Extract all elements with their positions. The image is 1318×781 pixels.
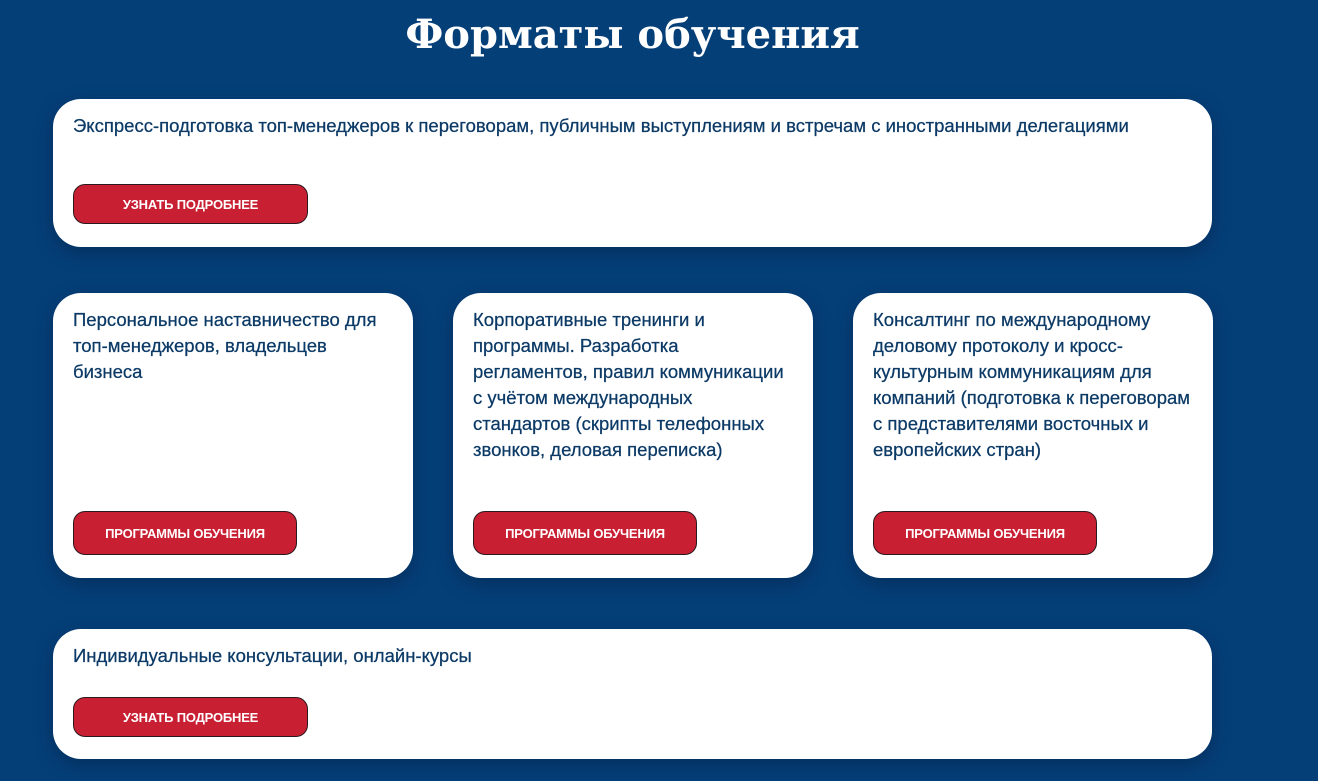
- format-card-protocol-consulting: [853, 293, 1213, 578]
- format-card-personal-mentoring: [53, 293, 413, 578]
- training-programs-button[interactable]: ПРОГРАММЫ ОБУЧЕНИЯ: [73, 511, 297, 555]
- section-title: Форматы обучения: [405, 11, 860, 58]
- training-programs-button[interactable]: ПРОГРАММЫ ОБУЧЕНИЯ: [473, 511, 697, 555]
- format-card-individual-consultations: [53, 629, 1212, 759]
- format-card-corporate-training: [453, 293, 813, 578]
- format-card-description: Персональное наставничество для топ-менеджеров, владельцев бизнеса: [73, 309, 377, 382]
- format-card-description: Консалтинг по международному деловому протоколу и кросс-культурным коммуникациям для компаний (подготовка к переговорам с представителями восточных и европейских стран): [873, 309, 1190, 460]
- format-card-description: Корпоративные тренинги и программы. Разработка регламентов, правил коммуникации с учётом международных стандартов (скрипты телефонных звонков, деловая переписка): [473, 309, 784, 460]
- format-card-description: Индивидуальные консультации, онлайн-курсы: [73, 645, 472, 666]
- learn-more-button[interactable]: УЗНАТЬ ПОДРОБНЕЕ: [73, 184, 308, 224]
- format-card-express-training: [53, 99, 1212, 247]
- training-programs-button[interactable]: ПРОГРАММЫ ОБУЧЕНИЯ: [873, 511, 1097, 555]
- format-card-description: Экспресс-подготовка топ-менеджеров к переговорам, публичным выступлениям и встречам с иностранными делегациями: [73, 115, 1129, 136]
- learn-more-button[interactable]: УЗНАТЬ ПОДРОБНЕЕ: [73, 697, 308, 737]
